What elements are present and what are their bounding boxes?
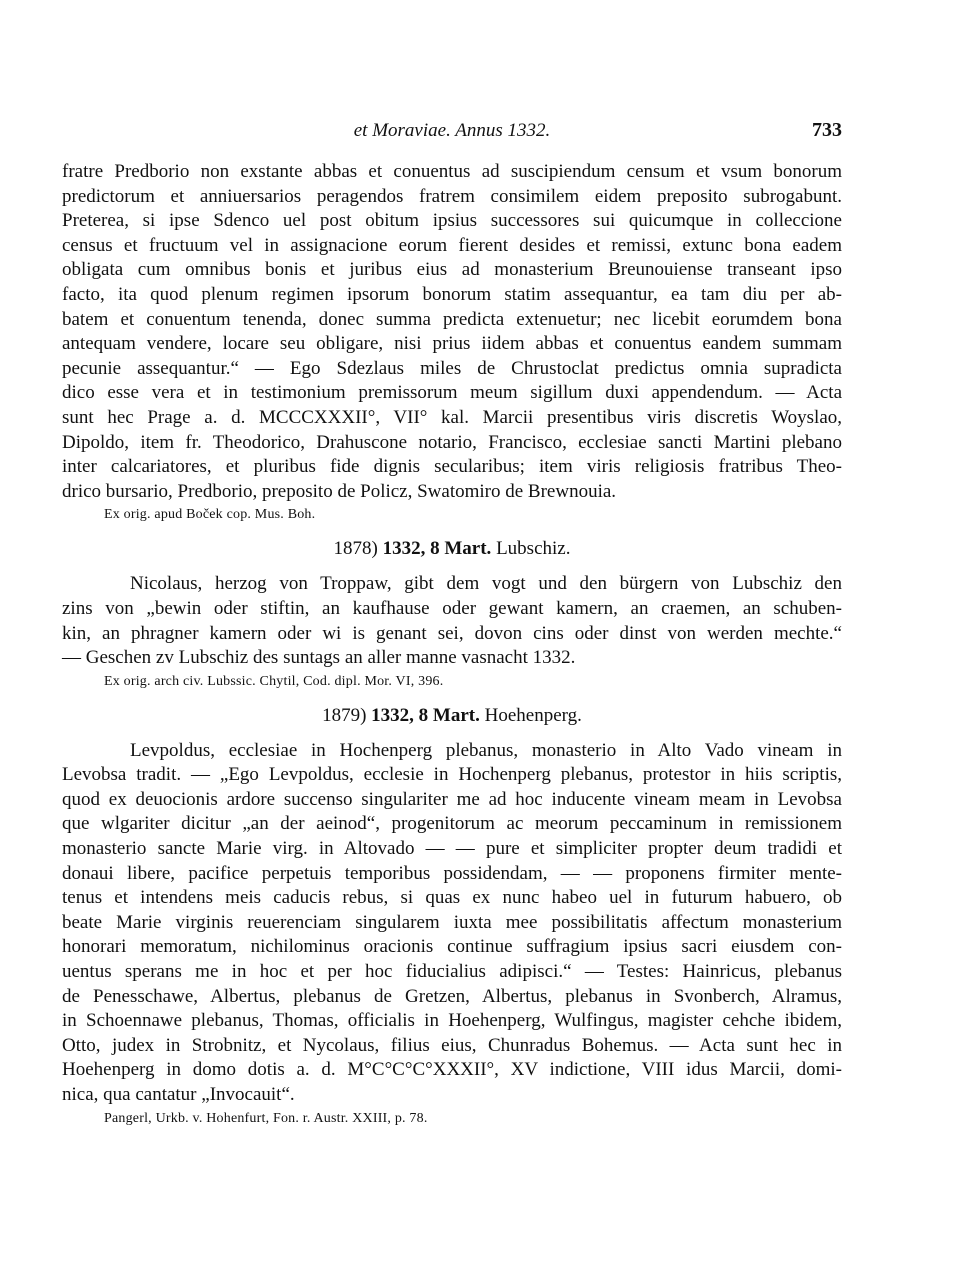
text-line: in Schoennawe plebanus, Thomas, officialis in Hoehenperg, Wulfingus, magister cehche ibidem, — [62, 1010, 842, 1032]
text-line: tenus et intendens meis caducis rebus, si quas ex nunc habeo uel in futurum habuero, ob — [62, 887, 842, 909]
text-line: obligata cum omnibus bonis et juribus eius ad monasterium Breunouiense transeant ipso — [62, 259, 842, 281]
running-title: et Moraviae. Annus 1332. — [353, 120, 551, 141]
page-body — [62, 160, 842, 1130]
text-line: predictorum et anniuersarios peragendos fratrem consimilem eidem preposito subrogabunt. — [62, 185, 842, 207]
text-line: dico esse vera et in testimonium premissorum meum sigillum duxi appendendum. — Acta — [62, 382, 842, 404]
charter-number: 1879) — [322, 704, 367, 726]
text-line: Hoehenperg in domo dotis a. d. M°C°C°C°XXXII°, XV indictione, VIII idus Marcii, domi- — [62, 1059, 842, 1081]
text-line: kin, an phragner kamern oder wi is genant sei, dovon cins oder dinst von werden mechte.“ — [62, 622, 842, 644]
text-line: drico bursario, Predborio, preposito de Policz, Swatomiro de Brewnouia. — [62, 480, 617, 502]
text-line: monasterio sancte Marie virg. in Altovado — — pure et simpliciter propter deum tradidi et — [62, 838, 842, 860]
charter-heading — [62, 693, 842, 739]
text-line: Nicolaus, herzog von Troppaw, gibt dem vogt und den bürgern von Lubschiz den — [130, 573, 842, 595]
charter-1877-continuation — [62, 160, 842, 526]
source-citation: Ex orig. arch civ. Lubssic. Chytil, Cod. dipl. Mor. VI, 396. — [104, 673, 444, 689]
text-line: antequam vendere, locare seu obligare, nisi prius iidem abbas et conuentus eandem summam — [62, 333, 842, 355]
text-line: de Penesschawe, Albertus, plebanus de Gretzen, Albertus, plebanus in Svonberch, Alramus, — [62, 985, 842, 1007]
text-line: honorari memoratum, nichilominus oracionis continue suffragium ipsius sacri eiusdem con- — [62, 936, 842, 958]
text-line: sunt hec Prage a. d. MCCCXXXII°, VII° kal. Marcii presentibus viris discretis Woyslao, — [62, 406, 842, 428]
charter-1879 — [62, 739, 842, 1130]
text-line: uentus sperans me in hoc et per hoc fiducialius adipisci.“ — Testes: Hainricus, plebanus — [62, 961, 842, 983]
text-line: nica, qua cantatur „Invocauit“. — [62, 1084, 295, 1105]
charter-date: 1332, 8 Mart. — [382, 538, 492, 560]
charter-date: 1332, 8 Mart. — [371, 704, 480, 726]
text-line: donaui libere, pacifice perpetuis temporibus possidendam, — — proponens firmiter mente- — [62, 862, 842, 884]
source-citation: Ex orig. apud Boček cop. Mus. Boh. — [104, 507, 316, 523]
text-line: inter calcariatores, et pluribus fide dignis secularibus; item viris religiosis fratribus Theo- — [62, 456, 842, 478]
text-line: que wlgariter dicitur „an der aeinod“, progenitorum ac meorum peccaminum in remissionem — [62, 813, 842, 835]
text-line: Otto, judex in Strobnitz, et Nycolaus, filius eius, Chunradus Bohemus. — Acta sunt hec in — [62, 1034, 842, 1056]
text-line: batem et conuentum tenenda, donec summa predicta extenuetur; nec licebit eorumdem bona — [62, 308, 842, 330]
text-line: pecunie assequantur.“ — Ego Sdezlaus miles de Chrustoclat predictus omnia supradicta — [62, 357, 842, 379]
text-line: zins von „bewin oder stiftin, an kaufhause oder gewant kamern, an craemen, an schuben- — [62, 597, 842, 619]
text-line: census et fructuum vel in assignacione eorum fierent desides et remissi, extunc bona eadem — [62, 234, 842, 256]
page-header — [62, 118, 842, 144]
text-line: Preterea, si ipse Sdenco uel post obitum ipsius successores sui quicumque in colleccione — [62, 210, 842, 232]
text-line: — Geschen zv Lubschiz des suntags an aller manne vasnacht 1332. — [62, 647, 576, 669]
charter-1878 — [62, 572, 842, 692]
page-number: 733 — [812, 119, 842, 141]
charter-place: Lubschiz. — [496, 538, 571, 560]
text-line: fratre Predborio non exstante abbas et conuentus ad suscipiendum censum et vsum bonorum — [62, 161, 842, 182]
charter-heading — [62, 526, 842, 572]
text-line: Levpoldus, ecclesiae in Hochenperg plebanus, monasterio in Alto Vado vineam in — [130, 739, 842, 761]
source-citation: Pangerl, Urkb. v. Hohenfurt, Fon. r. Austr. XXIII, p. 78. — [104, 1110, 428, 1126]
text-line: quod ex deuocionis ardore succenso singulariter me ad hoc inducente vineam meam in Levobsa — [62, 788, 842, 810]
charter-place: Hoehenperg. — [484, 704, 582, 726]
text-line: beate Marie virginis reuerenciam singularem iuxta mee possibilitatis affectum monasterium — [62, 911, 842, 933]
text-line: Levobsa tradit. — „Ego Levpoldus, ecclesie in Hochenperg plebanus, protestor in hiis scriptis, — [62, 764, 842, 786]
text-line: facto, ita quod plenum regimen ipsorum bonorum statim assequantur, ea tam diu per ab- — [62, 283, 842, 305]
charter-number: 1878) — [333, 538, 378, 560]
text-line: Dipoldo, item fr. Theodorico, Drahuscone notario, Francisco, ecclesiae sancti Martini plebano — [62, 431, 842, 453]
